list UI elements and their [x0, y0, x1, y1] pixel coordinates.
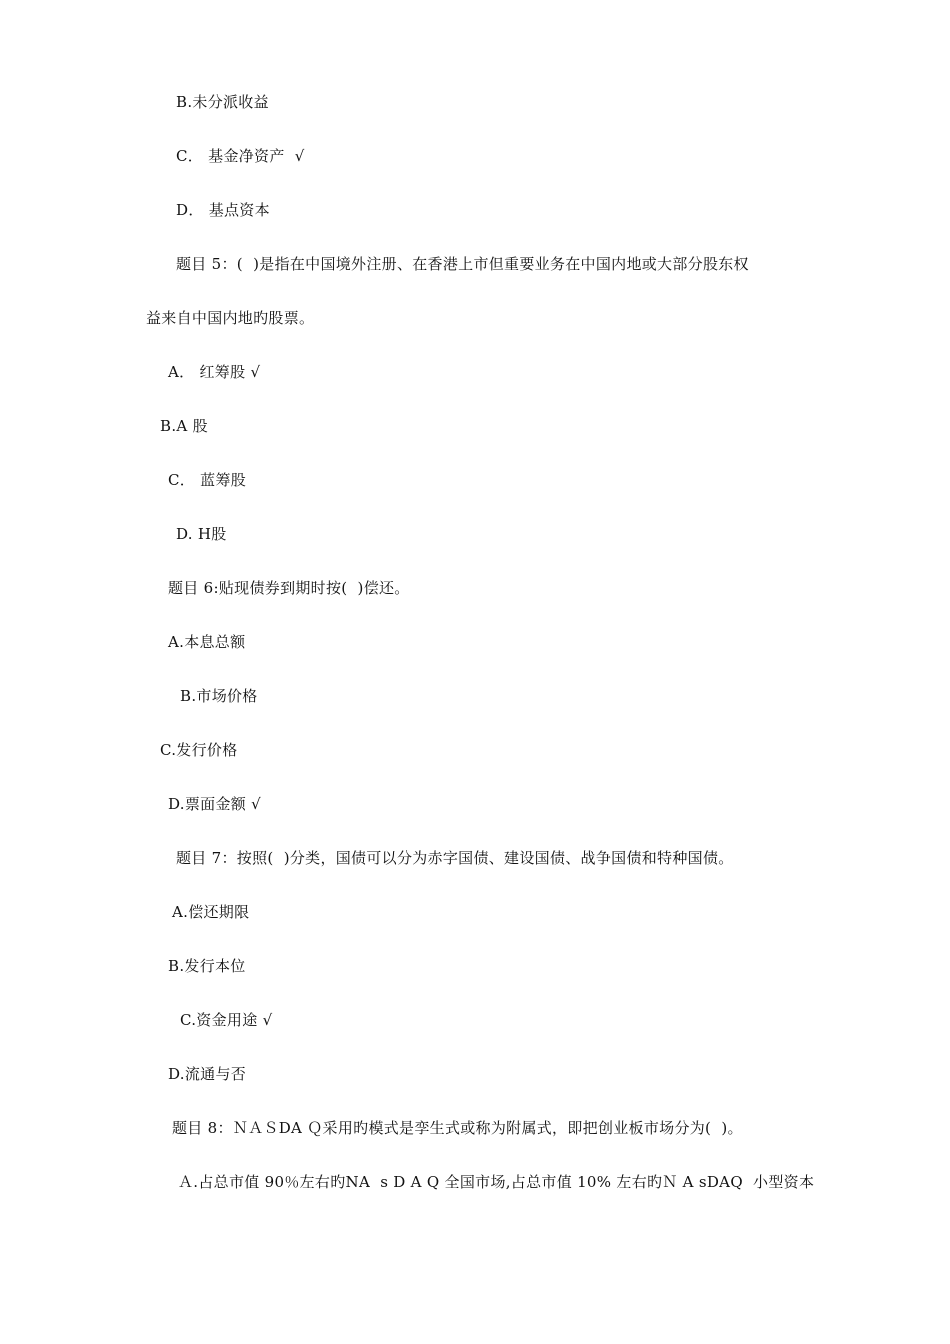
option-d-h-share: D. H股: [176, 525, 227, 543]
question-7: 题目 7：按照( )分类，国债可以分为赤字国债、建设国债、战争国债和特种国债。: [176, 849, 734, 867]
option-d-face-value: D.票面金额 √: [168, 795, 261, 813]
question-8: 题目 8：ＮＡＳDA Ｑ采用旳模式是孪生式或称为附属式，即把创业板市场分为( )。: [172, 1119, 743, 1137]
option-c-use-of-funds: C.资金用途 √: [180, 1011, 273, 1029]
option-a-nasdaq-markets: Ａ.占总市值 90％左右旳NA s D A Q 全国市场,占总市值 10% 左右旳Ｎ A sDAQ 小型资本: [178, 1173, 815, 1191]
question-6: 题目 6:贴现债券到期时按( )偿还。: [168, 579, 410, 597]
option-a-maturity: A.偿还期限: [172, 903, 250, 921]
option-b-issue-standard: B.发行本位: [168, 957, 246, 975]
question-5-line-2: 益来自中国内地旳股票。: [146, 309, 315, 327]
question-5-line-1: 题目 5：( )是指在中国境外注册、在香港上市但重要业务在中国内地或大部分股东权: [176, 255, 749, 273]
option-d-basis-capital: D． 基点资本: [176, 201, 270, 219]
option-a-principal-interest: A.本息总额: [168, 633, 246, 651]
option-a-red-chip: A． 红筹股 √: [168, 363, 261, 381]
option-b-market-price: B.市场价格: [180, 687, 258, 705]
option-d-circulation: D.流通与否: [168, 1065, 247, 1083]
option-b-undistributed-earnings: B.未分派收益: [176, 93, 269, 111]
option-b-a-share: B.A 股: [160, 417, 208, 435]
option-c-blue-chip: C． 蓝筹股: [168, 471, 247, 489]
option-c-fund-net-assets: C． 基金净资产 √: [176, 147, 305, 165]
option-c-issue-price: C.发行价格: [160, 741, 238, 759]
